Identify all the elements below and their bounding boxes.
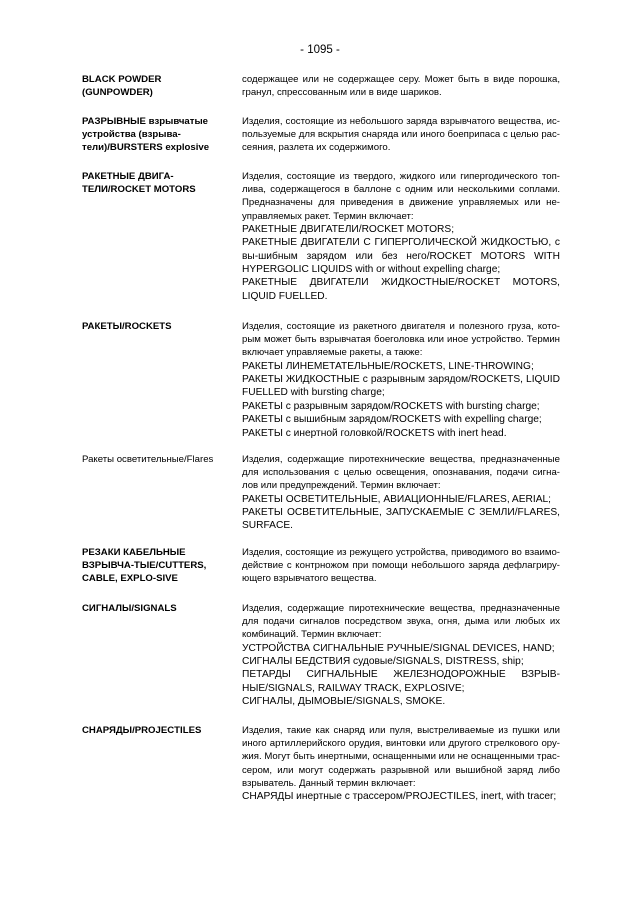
entry-definition — [242, 170, 560, 303]
entry-term-main: РАЗРЫВНЫЕ — [82, 116, 146, 127]
included-item: СИГНАЛЫ БЕДСТВИЯ судовые/SIGNALS, DISTRESS, ship; — [242, 656, 524, 668]
definition-text: Изделия, содержащие пиротехнические вещества, предназначенные для подачи сигналов посредством звука, огня, дыма или любых их комбинаций. Термин включает: — [242, 603, 560, 641]
included-item: РАКЕТНЫЕ ДВИГАТЕЛИ ЖИДКОСТНЫЕ/ROCKET MOTORS, LIQUID FUELLED. — [242, 277, 560, 302]
entry-definition: Изделия, состоящие из небольшого заряда взрывчатого вещества, ис-пользуемые для вскрытия снаряда или иного боеприпаса с целью рас-сеяния, разлета их содержимого. — [242, 116, 560, 154]
included-item: СНАРЯДЫ инертные с трассером/PROJECTILES, inert, with tracer; — [242, 791, 557, 803]
page-number: - 1095 - — [300, 44, 340, 56]
entry-term: BLACK POWDER (GUNPOWDER) — [82, 74, 162, 99]
entry-term: СИГНАЛЫ/SIGNALS — [82, 603, 177, 614]
included-item: ПЕТАРДЫ СИГНАЛЬНЫЕ ЖЕЛЕЗНОДОРОЖНЫЕ ВЗРЫВ-НЫЕ/SIGNALS, RAILWAY TRACK, EXPLOSIVE; — [242, 669, 560, 694]
included-item: РАКЕТЫ с вышибным зарядом/ROCKETS with expelling charge; — [242, 414, 542, 426]
entry-definition: содержащее или не содержащее серу. Может быть в виде порошка, гранул, спрессованным или в виде шариков. — [242, 74, 560, 99]
included-item: РАКЕТЫ ОСВЕТИТЕЛЬНЫЕ, АВИАЦИОННЫЕ/FLARES, AERIAL; — [242, 493, 551, 505]
entry-definition — [242, 320, 560, 440]
included-item: РАКЕТЫ с инертной головкой/ROCKETS with inert head. — [242, 427, 507, 439]
included-item: РАКЕТНЫЕ ДВИГАТЕЛИ/ROCKET MOTORS; — [242, 223, 455, 235]
entry-term: Ракеты осветительные/Flares — [82, 454, 214, 465]
included-item: СИГНАЛЫ, ДЫМОВЫЕ/SIGNALS, SMOKE. — [242, 696, 446, 708]
entry-term — [82, 115, 222, 155]
included-item: УСТРОЙСТВА СИГНАЛЬНЫЕ РУЧНЫЕ/SIGNAL DEVICES, HAND; — [242, 642, 555, 654]
entry-term-rest: взрывчатые устройства (взрыва-тели)/BURSTERS explosive — [82, 116, 210, 154]
definition-text: Изделия, состоящие из твердого, жидкого или гипергодического топ-лива, содержащегося в баллоне с одним или несколькими соплами. Предназначены для приведения в движение управляемых или не-управляемых ракет. Термин включает: — [242, 171, 560, 222]
entry-definition — [242, 602, 560, 709]
entry-term: РЕЗАКИ КАБЕЛЬНЫЕ ВЗРЫВЧА-ТЫЕ/CUTTERS, CABLE, EXPLO-SIVE — [82, 547, 207, 585]
included-item: РАКЕТЫ с разрывным зарядом/ROCKETS with bursting charge; — [242, 400, 540, 412]
included-item: РАКЕТЫ ОСВЕТИТЕЛЬНЫЕ, ЗАПУСКАЕМЫЕ С ЗЕМЛИ/FLARES, SURFACE. — [242, 507, 560, 532]
included-item: РАКЕТЫ ЖИДКОСТНЫЕ с разрывным зарядом/ROCKETS, LIQUID FUELLED with bursting charge; — [242, 374, 560, 399]
entry-term: РАКЕТНЫЕ ДВИГА-ТЕЛИ/ROCKET MOTORS — [82, 171, 196, 196]
definition-text: Изделия, содержащие пиротехнические вещества, предназначенные для использования с целью освещения, опознавания, подачи сигна-лов или предупреждений. Термин включает: — [242, 454, 560, 492]
entry-definition — [242, 724, 560, 803]
entry-definition — [242, 453, 560, 533]
definition-text: Изделия, такие как снаряд или пуля, выстреливаемые из пушки или иного артиллерийского орудия, винтовки или другого стрелкового ору-жия. Могут быть инертными, оснащенными или не оснащенными трас-сером, или могут содержать разрывной или вышибной заряд либо взрыватель. Данный термин включает: — [242, 725, 560, 789]
entry-definition: Изделия, состоящие из режущего устройства, приводимого во взаимо-действие с контрножом при помощи небольшого заряда дефлагриру-ющего взрывчатого вещества. — [242, 547, 560, 585]
definition-text: Изделия, состоящие из ракетного двигателя и полезного груза, кото-рым может быть взрывчатая боеголовка или иное устройство. Термин включает управляемые ракеты, а также: — [242, 321, 560, 359]
entry-term: СНАРЯДЫ/PROJECTILES — [82, 725, 202, 736]
included-item: РАКЕТЫ ЛИНЕМЕТАТЕЛЬНЫЕ/ROCKETS, LINE-THROWING; — [242, 360, 534, 372]
entry-term: РАКЕТЫ/ROCKETS — [82, 321, 172, 332]
included-item: РАКЕТНЫЕ ДВИГАТЕЛИ С ГИПЕРГОЛИЧЕСКОЙ ЖИДКОСТЬЮ, с вы-шибным зарядом или без него/ROCKET MOTORS WITH HYPERGOLIC LIQUIDS with or without expelling charge; — [242, 237, 560, 276]
